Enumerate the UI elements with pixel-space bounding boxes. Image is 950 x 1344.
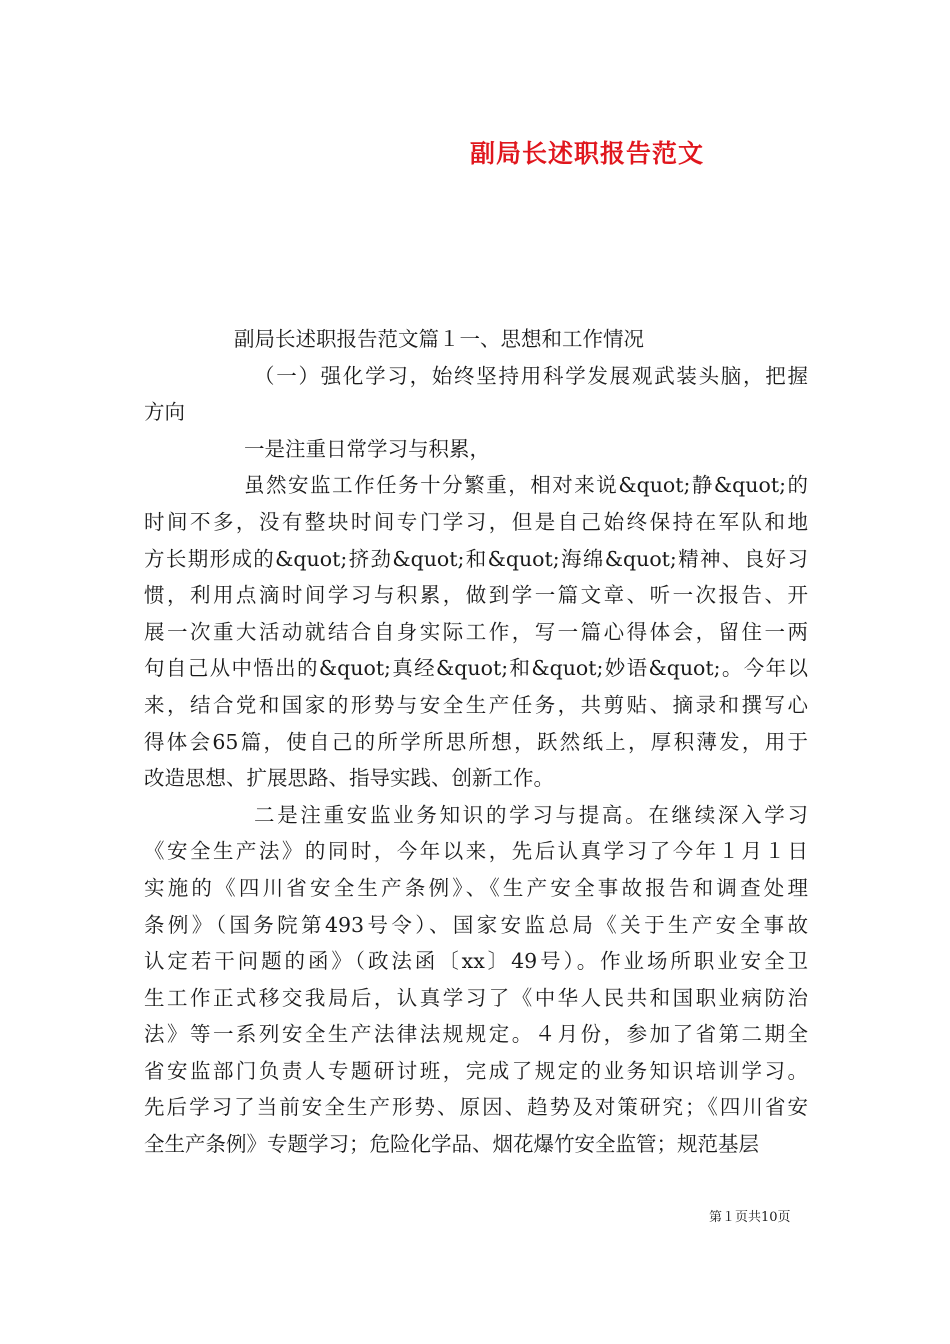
paragraph-line: 来，结合党和国家的形势与安全生产任务，共剪贴、摘录和撰写心 — [144, 692, 808, 717]
paragraph — [144, 797, 808, 1163]
paragraph-line: 得体会65篇，使自己的所学所思所想，跃然纸上，厚积薄发，用于 — [144, 729, 808, 754]
paragraph-line: 惯，利用点滴时间学习与积累，做到学一篇文章、听一次报告、开 — [144, 583, 808, 608]
document-body — [144, 321, 808, 1163]
paragraph — [144, 358, 808, 431]
paragraph-line: 时间不多，没有整块时间专门学习，但是自己始终保持在军队和地 — [144, 509, 808, 534]
paragraph — [144, 431, 808, 468]
paragraph-line: 虽然安监工作任务十分繁重，相对来说&quot;静&quot;的 — [244, 473, 808, 498]
paragraph-line: （一）强化学习，始终坚持用科学发展观武装头脑，把握 — [254, 363, 808, 388]
paragraph-line: 先后学习了当前安全生产形势、原因、趋势及对策研究；《四川省安 — [144, 1095, 808, 1120]
paragraph-line: 方向 — [144, 400, 185, 425]
paragraph-line: 认定若干问题的函》（政法函〔xx〕49号）。作业场所职业安全卫 — [144, 949, 808, 974]
paragraph — [144, 321, 808, 358]
paragraph-line: 生工作正式移交我局后，认真学习了《中华人民共和国职业病防治 — [144, 985, 808, 1010]
paragraph-line: 副局长述职报告范文篇１一、思想和工作情况 — [234, 327, 644, 351]
paragraph-line: 法》等一系列安全生产法律法规规定。４月份，参加了省第二期全 — [144, 1022, 808, 1047]
paragraph-line: 展一次重大活动就结合自身实际工作，写一篇心得体会，留住一两 — [144, 619, 808, 644]
paragraph — [144, 467, 808, 796]
paragraph-line: 条例》（国务院第493号令）、国家安监总局《关于生产安全事故 — [144, 912, 808, 937]
paragraph-line: 一是注重日常学习与积累， — [244, 436, 490, 461]
paragraph-line: 方长期形成的&quot;挤劲&quot;和&quot;海绵&quot;精神、良好习 — [144, 546, 808, 571]
paragraph-line: 改造思想、扩展思路、指导实践、创新工作。 — [144, 766, 554, 791]
paragraph-line: 省安监部门负责人专题研讨班，完成了规定的业务知识培训学习。 — [144, 1058, 808, 1083]
paragraph-line: 实施的《四川省安全生产条例》、《生产安全事故报告和调查处理 — [144, 875, 808, 900]
page-footer: 第１页共10页 — [709, 1210, 791, 1225]
document-title: 副局长述职报告范文 — [470, 139, 705, 168]
paragraph-line: 句自己从中悟出的&quot;真经&quot;和&quot;妙语&quot;。今年以 — [144, 656, 808, 681]
paragraph-line: 二是注重安监业务知识的学习与提高。在继续深入学习 — [254, 802, 808, 827]
paragraph-line: 《安全生产法》的同时，今年以来，先后认真学习了今年１月１日 — [144, 839, 808, 864]
paragraph-line: 全生产条例》专题学习；危险化学品、烟花爆竹安全监管；规范基层 — [144, 1132, 759, 1157]
